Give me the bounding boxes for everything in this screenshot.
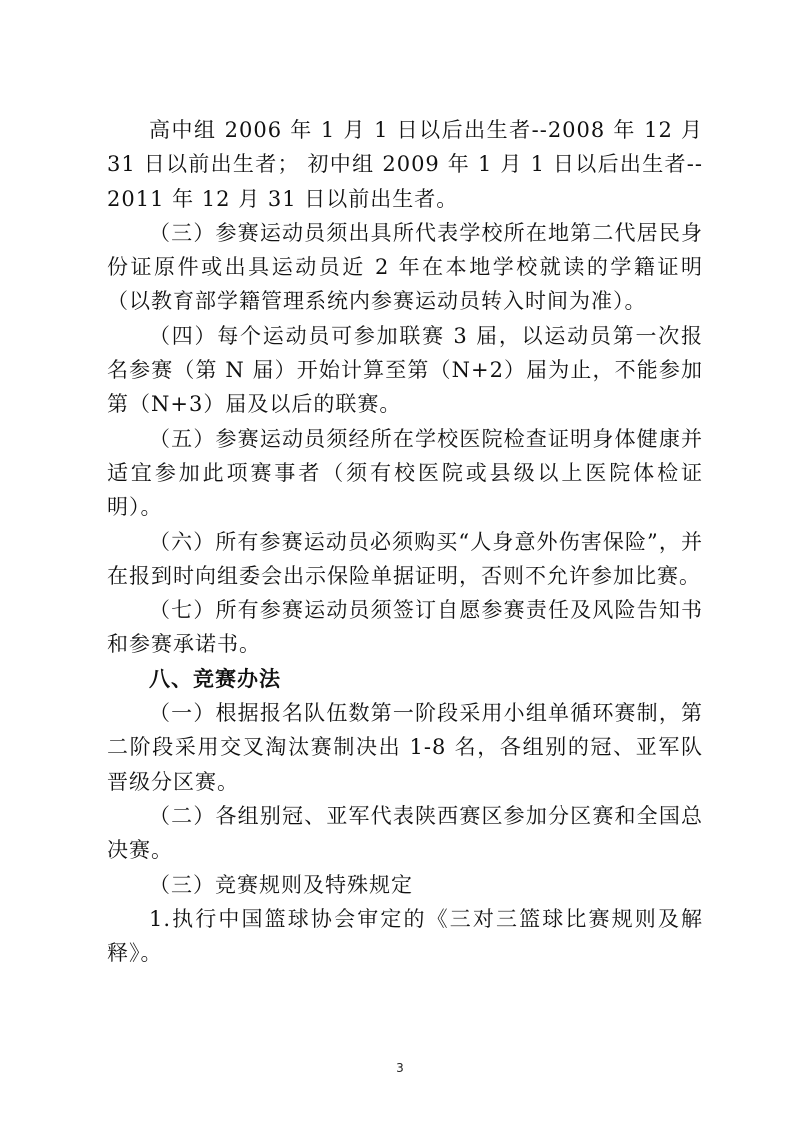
paragraph-age-groups: 高中组 2006 年 1 月 1 日以后出生者--2008 年 12 月 31 日以前出生者； 初中组 2009 年 1 月 1 日以后出生者--2011 年 12 月 31 日以前出生者。 — [107, 118, 703, 211]
paragraph-rules-item-1: 1.执行中国篮球协会审定的《三对三篮球比赛规则及解释》。 — [107, 906, 703, 966]
paragraph-participation-limit: （四）每个运动员可参加联赛 3 届，以运动员第一次报名参赛（第 N 届）开始计算至第（N+2）届为止，不能参加第（N+3）届及以后的联赛。 — [107, 323, 703, 417]
paragraph-health-check: （五）参赛运动员须经所在学校医院检查证明身体健康并适宜参加此项赛事者（须有校医院或县级以上医院体检证明）。 — [107, 426, 703, 520]
paragraph-risk-agreement: （七）所有参赛运动员须签订自愿参赛责任及风险告知书和参赛承诺书。 — [107, 598, 703, 657]
section-heading-competition-method: 八、竞赛办法 — [149, 666, 281, 691]
page-number: 3 — [396, 1061, 404, 1075]
paragraph-rules-heading: （三）竞赛规则及特殊规定 — [149, 872, 413, 897]
paragraph-competition-format: （一）根据报名队伍数第一阶段采用小组单循环赛制，第二阶段采用交叉淘汰赛制决出 1-8 名，各组别的冠、亚军队晋级分区赛。 — [107, 701, 703, 794]
document-body — [107, 113, 703, 970]
paragraph-identity-requirement: （三）参赛运动员须出具所代表学校所在地第二代居民身份证原件或出具运动员近 2 年在本地学校就读的学籍证明（以教育部学籍管理系统内参赛运动员转入时间为准）。 — [107, 220, 703, 314]
paragraph-regional-advancement: （二）各组别冠、亚军代表陕西赛区参加分区赛和全国总决赛。 — [107, 803, 703, 863]
paragraph-insurance: （六）所有参赛运动员必须购买“人身意外伤害保险”，并在报到时向组委会出示保险单据证明，否则不允许参加比赛。 — [107, 529, 703, 588]
